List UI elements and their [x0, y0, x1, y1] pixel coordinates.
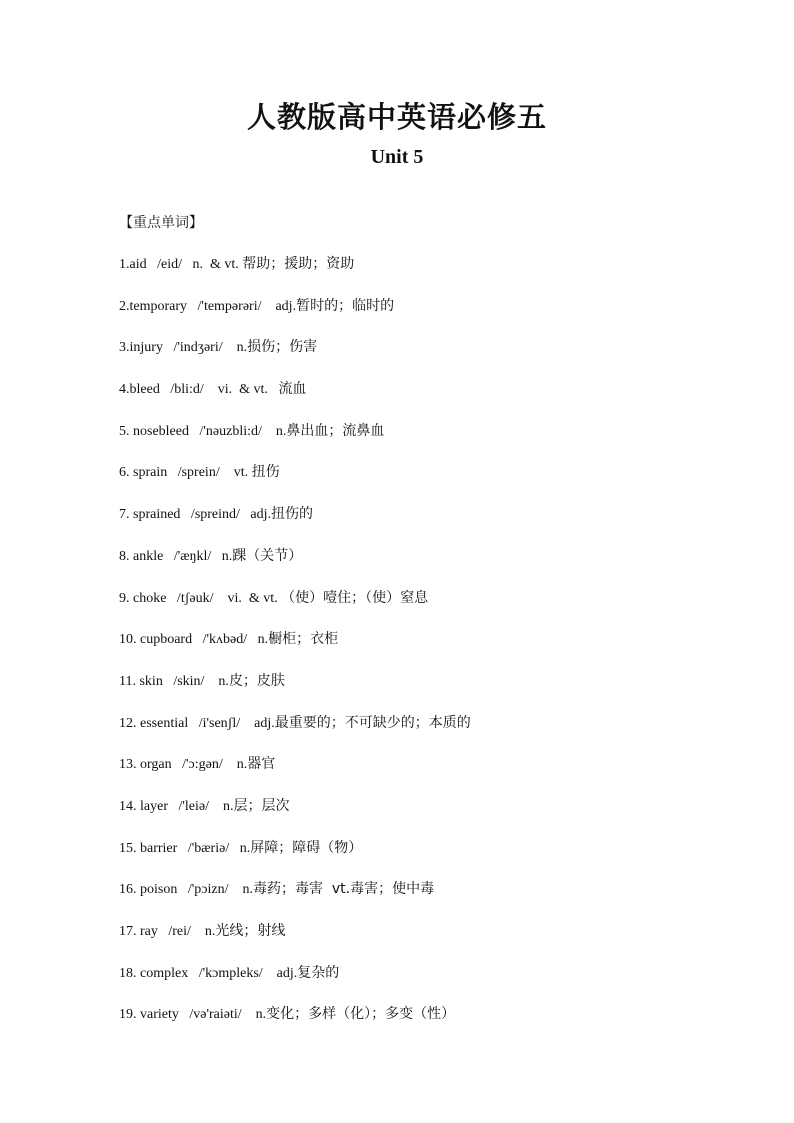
vocabulary-entry [119, 335, 471, 377]
vocabulary-entry [119, 544, 471, 586]
entry-english: 10. cupboard /'kʌbəd/ n. [119, 632, 269, 648]
entry-chinese: 屏障；障碍（物） [250, 839, 363, 856]
entry-chinese: （使）噎住；（使）窒息 [281, 589, 429, 606]
vocabulary-entry [119, 836, 471, 878]
vocabulary-entry [119, 502, 471, 544]
entry-chinese: 橱柜；衣柜 [268, 631, 339, 648]
entry-chinese: 皮；皮肤 [228, 672, 285, 689]
vocabulary-entry [119, 460, 471, 502]
vocabulary-entry [119, 961, 471, 1003]
entry-english: 1.aid /eid/ n. & vt. [119, 257, 243, 272]
entry-chinese: 扭伤 [251, 464, 280, 481]
entry-chinese: 流血 [278, 381, 307, 398]
vocabulary-entry [119, 794, 471, 836]
vocabulary-entry [119, 294, 471, 336]
entry-english: 15. barrier /'bæriə/ n. [119, 840, 251, 856]
entry-chinese: 最重要的；不可缺少的；本质的 [274, 714, 471, 731]
unit-subtitle: Unit 5 [370, 146, 424, 168]
entry-english: 5. nosebleed /'nəuzbli:d/ n. [119, 423, 287, 439]
page-title: 人教版高中英语必修五 [246, 100, 547, 134]
entry-english: 3.injury /'indʒəri/ n. [119, 340, 248, 356]
entry-chinese: 层；层次 [233, 797, 290, 814]
entry-chinese: 鼻出血；流鼻血 [286, 422, 385, 439]
entry-chinese: 帮助；援助；资助 [242, 256, 355, 272]
vocabulary-entry [119, 252, 471, 294]
entry-chinese: 毒药；毒害 vt.毒害；使中毒 [252, 881, 435, 898]
entry-english: 11. skin /skin/ n. [119, 673, 229, 689]
entry-chinese: 变化；多样（化）；多变（性） [266, 1006, 456, 1023]
vocabulary-entry [119, 711, 471, 753]
entry-english: 19. variety /və'raiəti/ n. [119, 1007, 267, 1023]
entry-english: 8. ankle /'æŋkl/ n. [119, 548, 233, 564]
entry-chinese: 暂时的；临时的 [296, 297, 395, 314]
entry-english: 9. choke /tʃəuk/ vi. & vt. [119, 590, 282, 606]
vocabulary-entry [119, 919, 471, 961]
vocabulary-entry [119, 752, 471, 794]
vocabulary-entry [119, 669, 471, 711]
vocabulary-entry [119, 586, 471, 628]
entry-chinese: 扭伤的 [271, 506, 314, 523]
entry-english: 12. essential /i'senʃl/ adj. [119, 715, 275, 731]
entry-english: 14. layer /'leiə/ n. [119, 798, 234, 814]
entry-chinese: 踝（关节） [232, 547, 303, 564]
section-heading: 【重点单词】 [119, 215, 203, 231]
entry-english: 7. sprained /spreind/ adj. [119, 507, 272, 523]
entry-english: 4.bleed /bli:d/ vi. & vt. [119, 382, 279, 398]
entry-english: 2.temporary /'tempərəri/ adj. [119, 298, 297, 314]
entry-english: 18. complex /'kɔmpleks/ adj. [119, 965, 298, 981]
entry-chinese: 复杂的 [297, 964, 340, 981]
entry-english: 16. poison /'pɔizn/ n. [119, 882, 253, 898]
entry-english: 17. ray /rei/ n. [119, 924, 216, 939]
entry-chinese: 损伤；伤害 [247, 339, 318, 356]
vocabulary-entry [119, 419, 471, 461]
vocabulary-entry [119, 1002, 471, 1044]
entry-chinese: 器官 [247, 756, 276, 773]
entry-english: 6. sprain /sprein/ vt. [119, 465, 252, 481]
vocabulary-entry [119, 627, 471, 669]
entry-english: 13. organ /'ɔ:gən/ n. [119, 757, 248, 773]
vocabulary-entry [119, 377, 471, 419]
entry-chinese: 光线；射线 [215, 923, 286, 939]
vocabulary-entry [119, 877, 471, 919]
vocabulary-list [119, 252, 471, 1044]
